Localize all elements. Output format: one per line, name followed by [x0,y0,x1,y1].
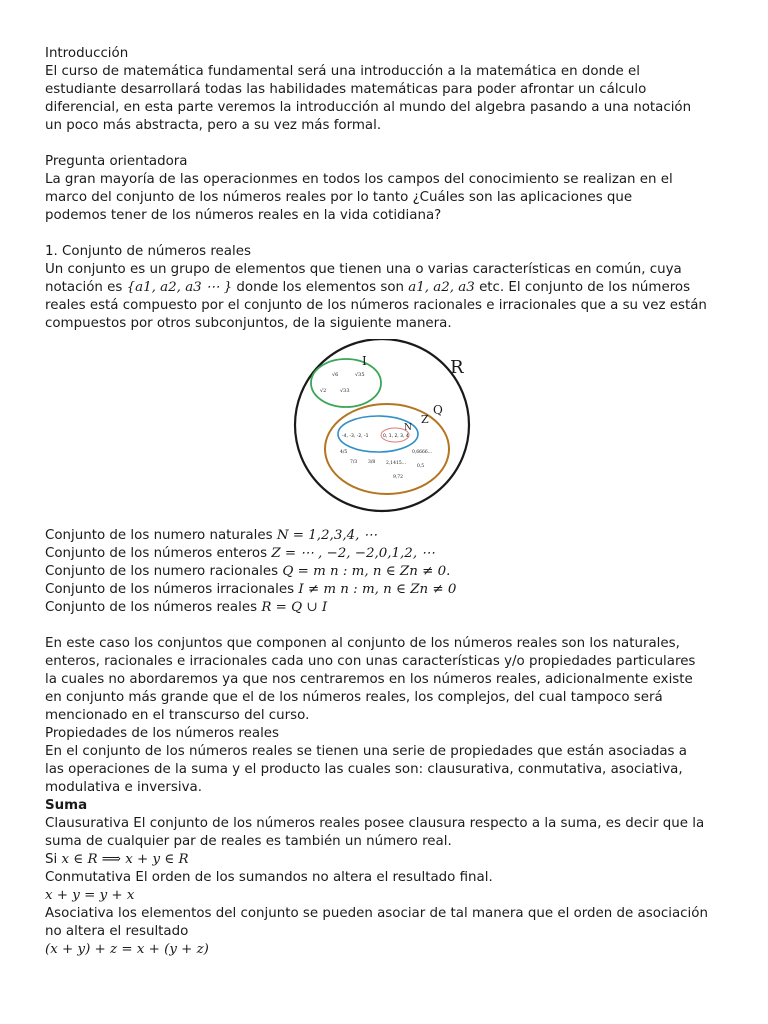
elements-math: 𝑎1, 𝑎2, 𝑎3 [408,280,475,295]
section1-text: etc. El conjunto de los números [474,280,691,295]
set-definition [45,581,735,599]
set-definition-math: 𝑁 = 1,2,3,4, ⋯ [276,528,378,543]
conmutativa-line: Conmutativa El orden de los sumandos no altera el resultado final. [45,870,493,885]
question-line: podemos tener de los números reales en la vida cotidiana? [45,208,442,223]
clausurativa-formula [45,851,735,869]
set-definition-text: Conjunto de los numero naturales [45,528,277,543]
clausurativa-line: Clausurativa El conjunto de los números reales posee clausura respecto a la suma, es decir que la [45,816,705,831]
section1-line: Un conjunto es un grupo de elementos que tienen una o varias características en común, cuya [45,262,682,277]
venn-diagram [290,339,490,519]
rational-item: 3/8 [368,460,376,465]
natural-items: 0, 1, 2, 3, 4 [383,434,409,439]
set-notation-math: {𝑎1, 𝑎2, 𝑎3 ⋯ } [126,280,233,295]
asociativa-formula: (𝑥 + 𝑦) + 𝑧 = 𝑥 + (𝑦 + 𝑧) [45,942,209,957]
label-i: I [362,354,367,368]
intro-line: El curso de matemática fundamental será una introducción a la matemática en donde el [45,64,640,79]
rational-item: 0,6666... [412,450,433,455]
rational-item: 9,72 [393,475,404,480]
label-z: Z [421,413,429,426]
set-definition-text: Conjunto de los números reales [45,600,262,615]
clausurativa-formula-math: 𝑥 ∈ 𝑅 ⟹ 𝑥 + 𝑦 ∈ 𝑅 [61,852,189,867]
label-r: R [450,357,464,378]
explanation-line: mencionado en el transcurso del curso. [45,708,310,723]
question-line: La gran mayoría de las operacionmes en todos los campos del conocimiento se realizan en el [45,172,673,187]
irrational-set-circle [311,359,381,407]
integer-items: -4, -3, -2, -1 [342,434,369,439]
intro-line: diferencial, en esta parte veremos la introducción al mundo del algebra pasando a una notación [45,100,692,115]
set-definition [45,527,735,545]
set-definition-text: Conjunto de los números enteros [45,546,272,561]
properties-line: modulativa e inversiva. [45,780,202,795]
clausurativa-formula-prefix: Si [45,852,62,867]
set-definition [45,563,735,581]
rational-item: 0,5 [417,464,425,469]
irrational-item: √2 [320,388,327,394]
intro-line: un poco más abstracta, pero a su vez más formal. [45,118,382,133]
venn-diagram-figure [45,339,735,519]
set-definition-math: 𝑅 = 𝑄 ∪ 𝐼 [261,600,328,615]
irrational-item: √6 [332,372,339,378]
section1-text: donde los elementos son [232,280,409,295]
set-definition-math: 𝑍 = ⋯ , −2, −2,0,1,2, ⋯ [271,546,435,561]
irrational-item: √33 [340,388,350,394]
properties-line: En el conjunto de los números reales se tienen una serie de propiedades que están asociadas a [45,744,687,759]
question-heading: Pregunta orientadora [45,154,188,169]
set-definition-math: 𝑄 = 𝑚 𝑛 : 𝑚, 𝑛 ∈ 𝑍𝑛 ≠ 0. [282,564,451,579]
question-line: marco del conjunto de los números reales por lo tanto ¿Cuáles son las aplicaciones que [45,190,633,205]
rational-set-circle [325,404,449,494]
clausurativa-line: suma de cualquier par de reales es también un número real. [45,834,452,849]
section1-line [45,279,735,297]
rational-item: 7/3 [350,460,358,465]
label-q: Q [433,403,443,417]
properties-heading: Propiedades de los números reales [45,726,280,741]
suma-heading: Suma [45,798,88,813]
set-definition-text: Conjunto de los números irracionales [45,582,299,597]
set-definition-math: 𝐼 ≠ 𝑚 𝑛 : 𝑚, 𝑛 ∈ 𝑍𝑛 ≠ 0 [298,582,457,597]
set-definition [45,545,735,563]
real-set-circle [295,339,469,511]
section1-line: compuestos por otros subconjuntos, de la siguiente manera. [45,316,452,331]
asociativa-line: Asociativa los elementos del conjunto se pueden asociar de tal manera que el orden de asociación [45,906,708,921]
intro-heading: Introducción [45,46,129,61]
explanation-line: enteros, racionales e irracionales cada uno con unas características y/o propiedades particulares [45,654,696,669]
conmutativa-formula: 𝑥 + 𝑦 = 𝑦 + 𝑥 [45,888,135,903]
intro-line: estudiante desarrollará todas las habilidades matemáticas para poder afrontar un cálculo [45,82,647,97]
document [45,45,735,959]
explanation-line: la cuales no abordaremos ya que nos centraremos en los números reales, adicionalmente existe [45,672,693,687]
explanation-line: En este caso los conjuntos que componen al conjunto de los números reales son los naturales, [45,636,680,651]
label-n: N [404,423,412,433]
properties-line: las operaciones de la suma y el producto las cuales son: clausurativa, conmutativa, asociativa, [45,762,683,777]
set-definition [45,599,735,617]
rational-item: 2,1415... [386,461,407,466]
section1-line: reales está compuesto por el conjunto de los números racionales e irracionales que a su vez están [45,298,707,313]
section1-heading: 1. Conjunto de números reales [45,244,251,259]
rational-item: 4/5 [340,450,348,455]
set-definition-text: Conjunto de los numero racionales [45,564,283,579]
section1-text: notación es [45,280,127,295]
irrational-item: √35 [355,372,365,378]
explanation-line: en conjunto más grande que el de los números reales, los complejos, del cual tampoco será [45,690,663,705]
asociativa-line: no altera el resultado [45,924,189,939]
